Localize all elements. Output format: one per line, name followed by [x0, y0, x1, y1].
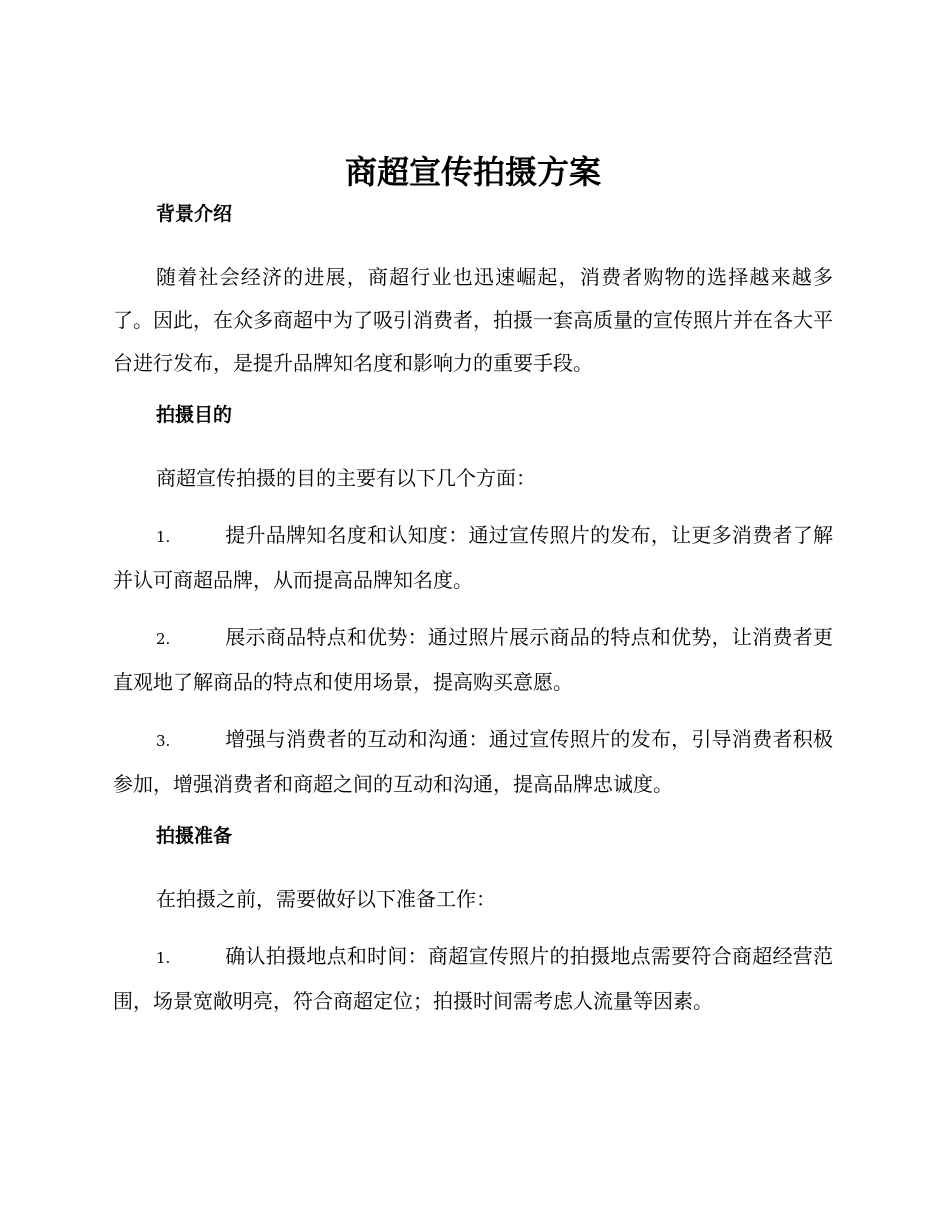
- list-item-text: 增强与消费者的互动和沟通：通过宣传照片的发布，引导消费者积极参加，增强消费者和商超之间的互动和沟通，提高品牌忠诚度。: [113, 727, 833, 796]
- section-heading-purpose: 拍摄目的: [156, 404, 233, 426]
- list-item-text: 提升品牌知名度和认知度：通过宣传照片的发布，让更多消费者了解并认可商超品牌，从而提高品牌知名度。: [113, 523, 833, 592]
- list-item: [113, 718, 833, 806]
- document-title: 商超宣传拍摄方案: [344, 153, 601, 191]
- list-item: [113, 616, 833, 704]
- section-heading-preparation: 拍摄准备: [156, 825, 233, 847]
- list-number: 3.: [156, 732, 171, 750]
- background-paragraph: 随着社会经济的进展，商超行业也迅速崛起，消费者购物的选择越来越多了。因此，在众多商超中为了吸引消费者，拍摄一套高质量的宣传照片并在各大平台进行发布，是提升品牌知名度和影响力的重要手段。: [113, 265, 833, 375]
- list-item-text: 确认拍摄地点和时间：商超宣传照片的拍摄地点需要符合商超经营范围，场景宽敞明亮，符合商超定位；拍摄时间需考虑人流量等因素。: [113, 944, 833, 1013]
- list-number: 1.: [156, 528, 171, 546]
- list-item-text: 展示商品特点和优势：通过照片展示商品的特点和优势，让消费者更直观地了解商品的特点和使用场景，提高购买意愿。: [113, 625, 833, 694]
- document-page: [113, 150, 833, 1037]
- section-heading-background: 背景介绍: [156, 203, 233, 225]
- preparation-intro: 在拍摄之前，需要做好以下准备工作：: [156, 887, 496, 911]
- list-item: [113, 935, 833, 1023]
- purpose-intro: 商超宣传拍摄的目的主要有以下几个方面：: [156, 466, 536, 490]
- list-number: 2.: [156, 630, 171, 648]
- list-item: [113, 514, 833, 602]
- list-number: 1.: [156, 949, 171, 967]
